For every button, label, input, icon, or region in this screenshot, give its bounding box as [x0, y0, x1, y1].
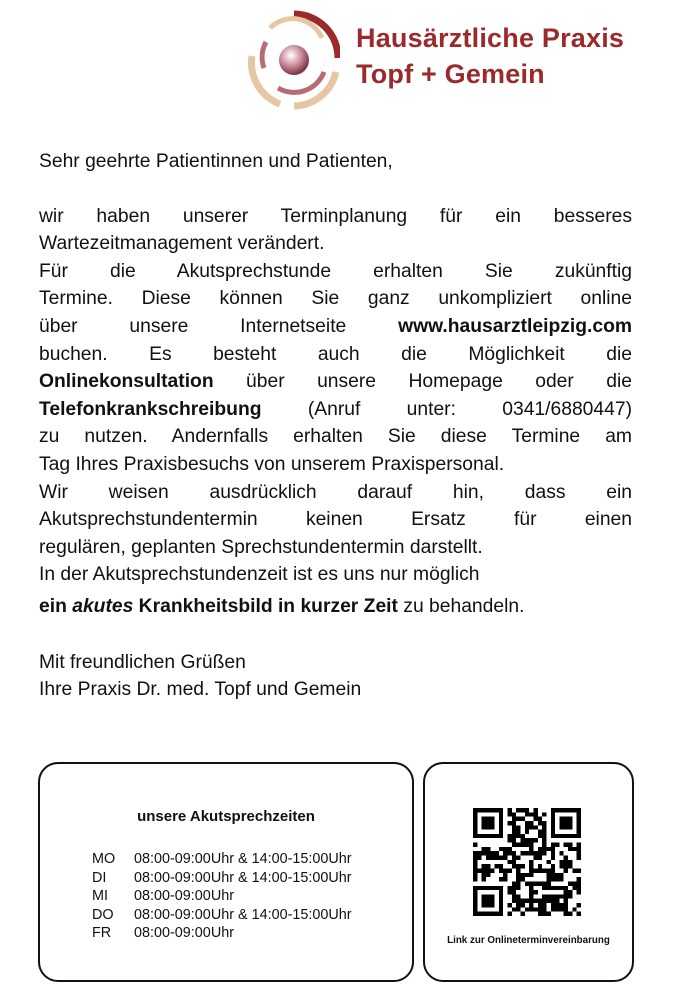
letter-line — [39, 593, 632, 621]
letter-line — [39, 368, 632, 396]
letter-line: Akutsprechstundentermin keinen Ersatz für einen — [39, 509, 632, 531]
letter-line: Für die Akutsprechstunde erhalten Sie zukünftig — [39, 260, 632, 282]
letter-line: In der Akutsprechstundenzeit ist es uns nur möglich — [39, 564, 480, 586]
practice-name — [356, 20, 624, 92]
hours-list — [92, 850, 352, 943]
letter-line: wir haben unserer Terminplanung für ein besseres — [39, 205, 632, 227]
letter-line: Termine. Diese können Sie ganz unkompliziert online — [39, 288, 632, 310]
hours-time: 08:00-09:00Uhr & 14:00-15:00Uhr — [134, 869, 352, 886]
hours-day: DO — [92, 906, 114, 923]
hours-row — [92, 850, 352, 869]
closing-line: Mit freundlichen Grüßen — [39, 651, 246, 673]
emphasis-a: ein — [39, 595, 73, 617]
hours-row — [92, 906, 352, 925]
salutation: Sehr geehrte Patientinnen und Patienten, — [39, 151, 393, 172]
brand-line2: Topf + Gemein — [356, 59, 545, 89]
qr-label: Link zur Onlineterminvereinbarung — [447, 935, 610, 946]
website-link[interactable]: www.hausarztleipzig.com — [398, 315, 632, 337]
phone-sick-note-term: Telefonkrankschreibung — [39, 398, 262, 420]
practice-logo-icon — [248, 8, 340, 112]
hours-time: 08:00-09:00Uhr — [134, 888, 235, 905]
letter-line: buchen. Es besteht auch die Möglichkeit die — [39, 343, 632, 365]
hours-day: DI — [92, 869, 107, 886]
hours-box — [38, 762, 414, 982]
hours-day: FR — [92, 925, 112, 942]
emphasis-b: Krankheitsbild in kurzer Zeit — [133, 595, 398, 617]
letter-body — [39, 148, 632, 704]
letter-text: über unsere Homepage oder die — [213, 371, 632, 393]
hours-day: MI — [92, 888, 108, 905]
letter-line — [39, 396, 632, 424]
letter-line: Tag Ihres Praxisbesuchs von unserem Praxispersonal. — [39, 453, 505, 475]
hours-row — [92, 924, 352, 943]
qr-code-icon[interactable] — [473, 808, 581, 916]
letter-line: zu nutzen. Andernfalls erhalten Sie diese Termine am — [39, 426, 632, 448]
brand-line1: Hausärztliche Praxis — [356, 23, 625, 53]
letter-text: über unsere Internetseite — [39, 315, 399, 337]
letter-line: regulären, geplanten Sprechstundentermin darstellt. — [39, 536, 483, 558]
online-consultation-term: Onlinekonsultation — [39, 371, 214, 393]
qr-box — [423, 762, 634, 982]
hours-title: unsere Akutsprechzeiten — [137, 808, 315, 825]
hours-time: 08:00-09:00Uhr — [134, 925, 235, 942]
phone-number-text: (Anruf unter: 0341/6880447) — [261, 398, 632, 420]
hours-time: 08:00-09:00Uhr & 14:00-15:00Uhr — [134, 851, 352, 867]
signature-line: Ihre Praxis Dr. med. Topf und Gemein — [39, 679, 362, 701]
hours-day: MO — [92, 851, 116, 867]
hours-row — [92, 869, 352, 888]
letter-text: zu behandeln. — [397, 595, 525, 617]
hours-time: 08:00-09:00Uhr & 14:00-15:00Uhr — [134, 906, 352, 923]
hours-row — [92, 887, 352, 906]
emphasis-akutes: akutes — [72, 595, 134, 617]
letter-line: Wartezeitmanagement verändert. — [39, 233, 325, 255]
letter-line — [39, 313, 632, 341]
letter-line: Wir weisen ausdrücklich darauf hin, dass ein — [39, 481, 632, 503]
